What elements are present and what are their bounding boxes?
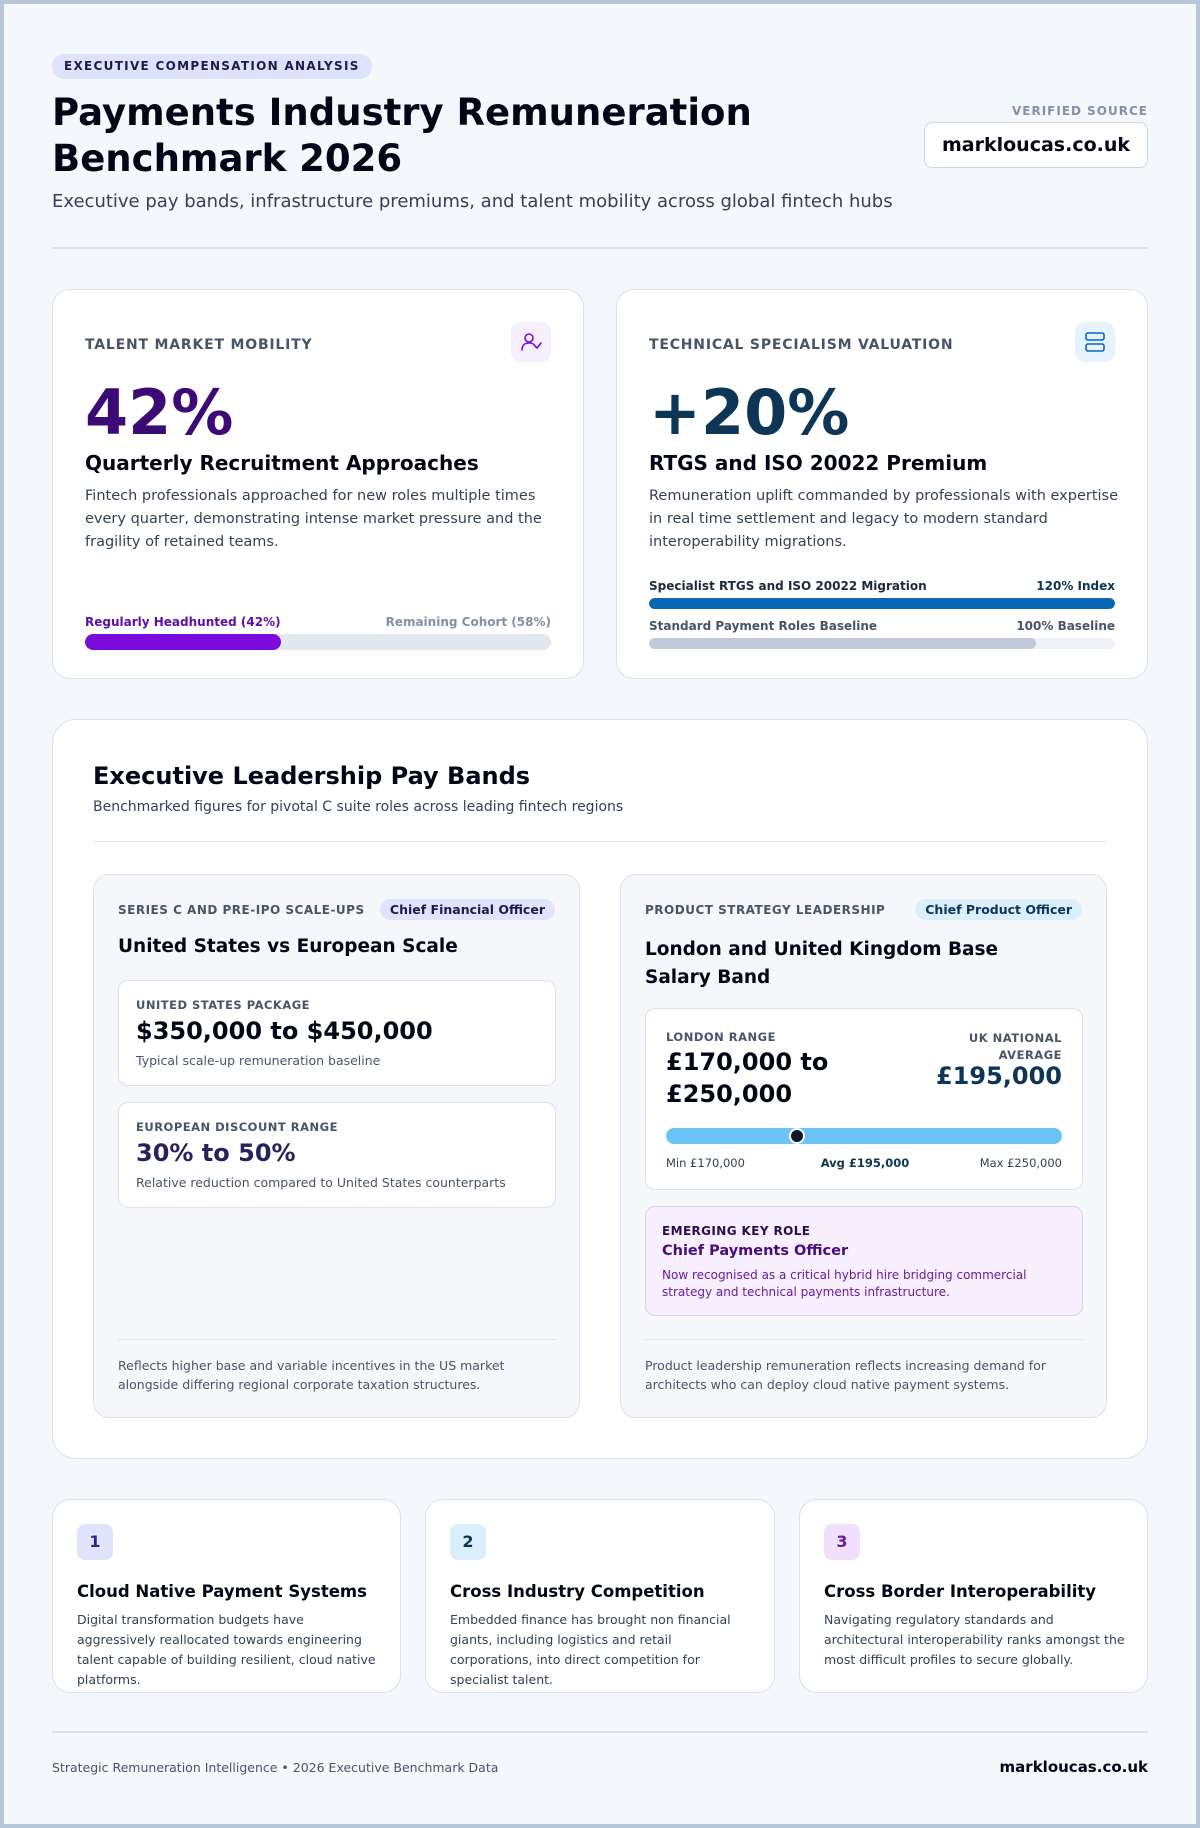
cpo-footer-divider bbox=[645, 1339, 1083, 1340]
cfo-label: SERIES C AND PRE-IPO SCALE-UPS bbox=[118, 903, 365, 917]
driver-card bbox=[425, 1499, 775, 1693]
driver-number-badge: 3 bbox=[824, 1524, 860, 1560]
cfo-heading: United States vs European Scale bbox=[118, 936, 458, 957]
specialism-bar-1-label: Specialist RTGS and ISO 20022 Migration bbox=[649, 579, 927, 593]
driver-text: Digital transformation budgets have aggressively reallocated towards engineering talent capable of building resilient, cloud native platforms. bbox=[77, 1612, 376, 1687]
range-max-label: Max £250,000 bbox=[979, 1156, 1062, 1170]
eyebrow-pill: EXECUTIVE COMPENSATION ANALYSIS bbox=[52, 54, 372, 79]
us-package-note: Typical scale-up remuneration baseline bbox=[136, 1053, 381, 1068]
cpo-block bbox=[620, 874, 1107, 1418]
cfo-footer-divider bbox=[118, 1339, 556, 1340]
eu-discount-value: 30% to 50% bbox=[136, 1139, 296, 1167]
cfo-role-tag: Chief Financial Officer bbox=[380, 899, 555, 920]
average-marker bbox=[789, 1128, 805, 1144]
uk-average-label: UK NATIONAL AVERAGE bbox=[968, 1031, 1062, 1062]
header-divider bbox=[52, 247, 1148, 249]
mobility-progress-track bbox=[85, 634, 551, 650]
emerging-label: EMERGING KEY ROLE bbox=[662, 1224, 811, 1238]
footer-source-link[interactable]: markloucas.co.uk bbox=[999, 1758, 1148, 1776]
specialism-bar-1-track bbox=[649, 598, 1115, 609]
cpo-label: PRODUCT STRATEGY LEADERSHIP bbox=[645, 903, 886, 917]
mobility-label: TALENT MARKET MOBILITY bbox=[85, 337, 313, 353]
us-package-card bbox=[118, 980, 556, 1086]
paybands-subtitle: Benchmarked figures for pivotal C suite roles across leading fintech regions bbox=[93, 799, 624, 815]
page-subtitle: Executive pay bands, infrastructure premiums, and talent mobility across global fintech hubs bbox=[52, 191, 893, 212]
cfo-block bbox=[93, 874, 580, 1418]
specialism-bar-1-fill bbox=[649, 598, 1115, 609]
eu-discount-note: Relative reduction compared to United States counterparts bbox=[136, 1175, 506, 1190]
driver-card bbox=[52, 1499, 401, 1693]
page bbox=[4, 4, 1196, 1824]
range-min-label: Min £170,000 bbox=[666, 1156, 745, 1170]
driver-text: Embedded finance has brought non financial giants, including logistics and retail corporations, into direct competition for specialist talent. bbox=[450, 1612, 731, 1687]
mobility-value: 42% bbox=[85, 376, 234, 449]
driver-title: Cross Border Interoperability bbox=[824, 1582, 1097, 1601]
london-range-label: LONDON RANGE bbox=[666, 1030, 776, 1044]
driver-title: Cross Industry Competition bbox=[450, 1582, 705, 1601]
eu-discount-label: EUROPEAN DISCOUNT RANGE bbox=[136, 1120, 338, 1134]
driver-text: Navigating regulatory standards and architectural interoperability ranks amongst the most difficult profiles to secure globally. bbox=[824, 1612, 1125, 1667]
specialism-bar-2-value: 100% Baseline bbox=[1016, 619, 1115, 633]
specialism-label: TECHNICAL SPECIALISM VALUATION bbox=[649, 337, 954, 353]
salary-range-bar bbox=[666, 1128, 1062, 1144]
driver-card bbox=[799, 1499, 1148, 1693]
source-link[interactable]: markloucas.co.uk bbox=[924, 122, 1148, 168]
us-package-value: $350,000 to $450,000 bbox=[136, 1017, 433, 1045]
salary-band-card bbox=[645, 1008, 1083, 1190]
emerging-role-title: Chief Payments Officer bbox=[662, 1243, 849, 1259]
mobility-progress-fill bbox=[85, 634, 281, 650]
mobility-heading: Quarterly Recruitment Approaches bbox=[85, 451, 479, 475]
cpo-heading: London and United Kingdom Base Salary Band bbox=[645, 939, 999, 988]
paybands-divider bbox=[93, 841, 1107, 842]
user-check-icon bbox=[511, 322, 551, 362]
us-package-label: UNITED STATES PACKAGE bbox=[136, 998, 311, 1012]
uk-average-value: £195,000 bbox=[935, 1062, 1062, 1090]
server-icon bbox=[1075, 322, 1115, 362]
specialism-heading: RTGS and ISO 20022 Premium bbox=[649, 451, 988, 475]
verified-label: VERIFIED SOURCE bbox=[1011, 104, 1148, 118]
page-title: Payments Industry Remuneration Benchmark 2026 bbox=[52, 91, 752, 180]
specialism-value: +20% bbox=[649, 376, 850, 449]
mobility-bar-left-label: Regularly Headhunted (42%) bbox=[85, 615, 281, 629]
footer-text: Strategic Remuneration Intelligence • 2026 Executive Benchmark Data bbox=[52, 1760, 499, 1775]
emerging-role-text: Now recognised as a critical hybrid hire bridging commercial strategy and technical payments infrastructure. bbox=[662, 1268, 1027, 1299]
cfo-footer-note: Reflects higher base and variable incentives in the US market alongside differing regional corporate taxation structures. bbox=[118, 1358, 505, 1392]
london-range-value: £170,000 to £250,000 bbox=[666, 1048, 829, 1108]
specialism-bar-2-track bbox=[649, 638, 1115, 649]
eu-discount-card bbox=[118, 1102, 556, 1208]
cpo-role-tag: Chief Product Officer bbox=[915, 899, 1082, 920]
specialism-text: Remuneration uplift commanded by professionals with expertise in real time settlement and legacy to modern standard interoperability migrations. bbox=[649, 488, 1119, 550]
specialism-card bbox=[616, 289, 1148, 679]
driver-number-badge: 2 bbox=[450, 1524, 486, 1560]
range-avg-label: Avg £195,000 bbox=[820, 1156, 910, 1170]
emerging-role-card bbox=[645, 1206, 1083, 1316]
driver-number-badge: 1 bbox=[77, 1524, 113, 1560]
cpo-footer-note: Product leadership remuneration reflects increasing demand for architects who can deploy cloud native payment systems. bbox=[645, 1358, 1046, 1392]
specialism-bar-2-label: Standard Payment Roles Baseline bbox=[649, 619, 878, 633]
paybands-title: Executive Leadership Pay Bands bbox=[93, 762, 531, 790]
mobility-card bbox=[52, 289, 584, 679]
footer-divider bbox=[52, 1731, 1148, 1733]
mobility-bar-right-label: Remaining Cohort (58%) bbox=[385, 615, 551, 629]
mobility-text: Fintech professionals approached for new roles multiple times every quarter, demonstrating intense market pressure and the fragility of retained teams. bbox=[85, 488, 542, 550]
specialism-bar-1-value: 120% Index bbox=[1036, 579, 1115, 593]
paybands-section bbox=[52, 719, 1148, 1459]
driver-title: Cloud Native Payment Systems bbox=[77, 1582, 367, 1601]
specialism-bar-2-fill bbox=[649, 638, 1036, 649]
